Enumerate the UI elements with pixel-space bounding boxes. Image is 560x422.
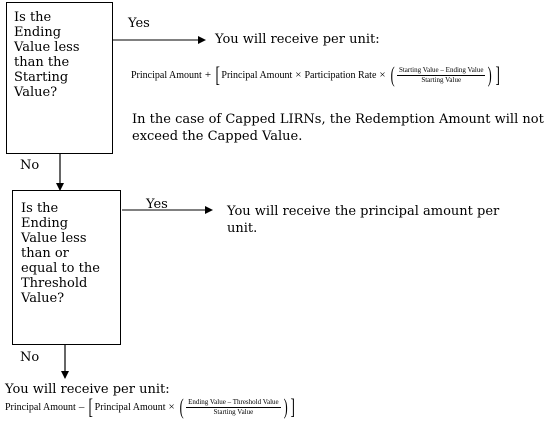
decision-1-line: Value? [14, 85, 58, 100]
outcome-3-formula [5, 396, 296, 418]
formula-1-fraction [397, 66, 486, 85]
formula-1-operator: + [204, 69, 212, 81]
formula-3-numerator: Ending Value – Threshold Value [188, 397, 279, 406]
left-bracket-icon: [ [88, 394, 94, 419]
formula-1-denominator: Starting Value [421, 75, 462, 84]
right-paren-icon: ) [283, 394, 288, 419]
decision-1-line: Value less [14, 40, 80, 55]
right-paren-icon: ) [488, 62, 493, 87]
formula-1-operator: × [379, 69, 386, 81]
outcome-2-text: You will receive the principal amount per unit. [227, 204, 500, 236]
outcome-1-heading: You will receive per unit: [215, 32, 380, 47]
right-bracket-icon: ] [290, 394, 295, 419]
decision-box-1-text [14, 10, 80, 100]
outcome-1-formula [131, 64, 501, 86]
right-bracket-icon: ] [495, 62, 500, 87]
decision-1-line: Is the [14, 10, 52, 25]
left-paren-icon: ( [390, 62, 395, 87]
decision-2-line: Is the [21, 201, 59, 216]
formula-1-numerator: Starting Value – Ending Value [398, 65, 484, 74]
formula-1-term: Participation Rate [304, 69, 377, 81]
left-bracket-icon: [ [215, 62, 220, 87]
formula-1-term: Principal Amount [221, 69, 293, 81]
decision-2-line: Ending [21, 216, 69, 231]
no-label-2: No [20, 350, 40, 365]
no-label-1: No [20, 158, 40, 173]
formula-3-operator: × [168, 401, 175, 413]
decision-1-line: Ending [14, 25, 62, 40]
decision-1-line: Starting [14, 70, 69, 85]
formula-3-operator: – [78, 401, 85, 413]
outcome-3-heading: You will receive per unit: [5, 382, 170, 397]
formula-3-term: Principal Amount [5, 401, 76, 413]
decision-2-line: than or [21, 246, 69, 261]
formula-3-term: Principal Amount [94, 401, 166, 413]
formula-3-denominator: Starting Value [213, 407, 254, 416]
formula-1-operator: × [295, 69, 302, 81]
formula-3-fraction [186, 398, 281, 417]
decision-2-line: Value less [21, 231, 87, 246]
yes-label-1: Yes [128, 16, 150, 31]
outcome-1-note: In the case of Capped LIRNs, the Redemption Amount will not exceed the Capped Value. [132, 112, 544, 144]
yes-label-2: Yes [146, 197, 168, 212]
formula-1-term: Principal Amount [131, 69, 202, 81]
decision-2-line: Value? [21, 291, 65, 306]
decision-1-line: than the [14, 55, 70, 70]
left-paren-icon: ( [179, 394, 184, 419]
decision-2-line: equal to the [21, 261, 100, 276]
decision-2-line: Threshold [21, 276, 88, 291]
decision-box-2-text [21, 201, 100, 306]
